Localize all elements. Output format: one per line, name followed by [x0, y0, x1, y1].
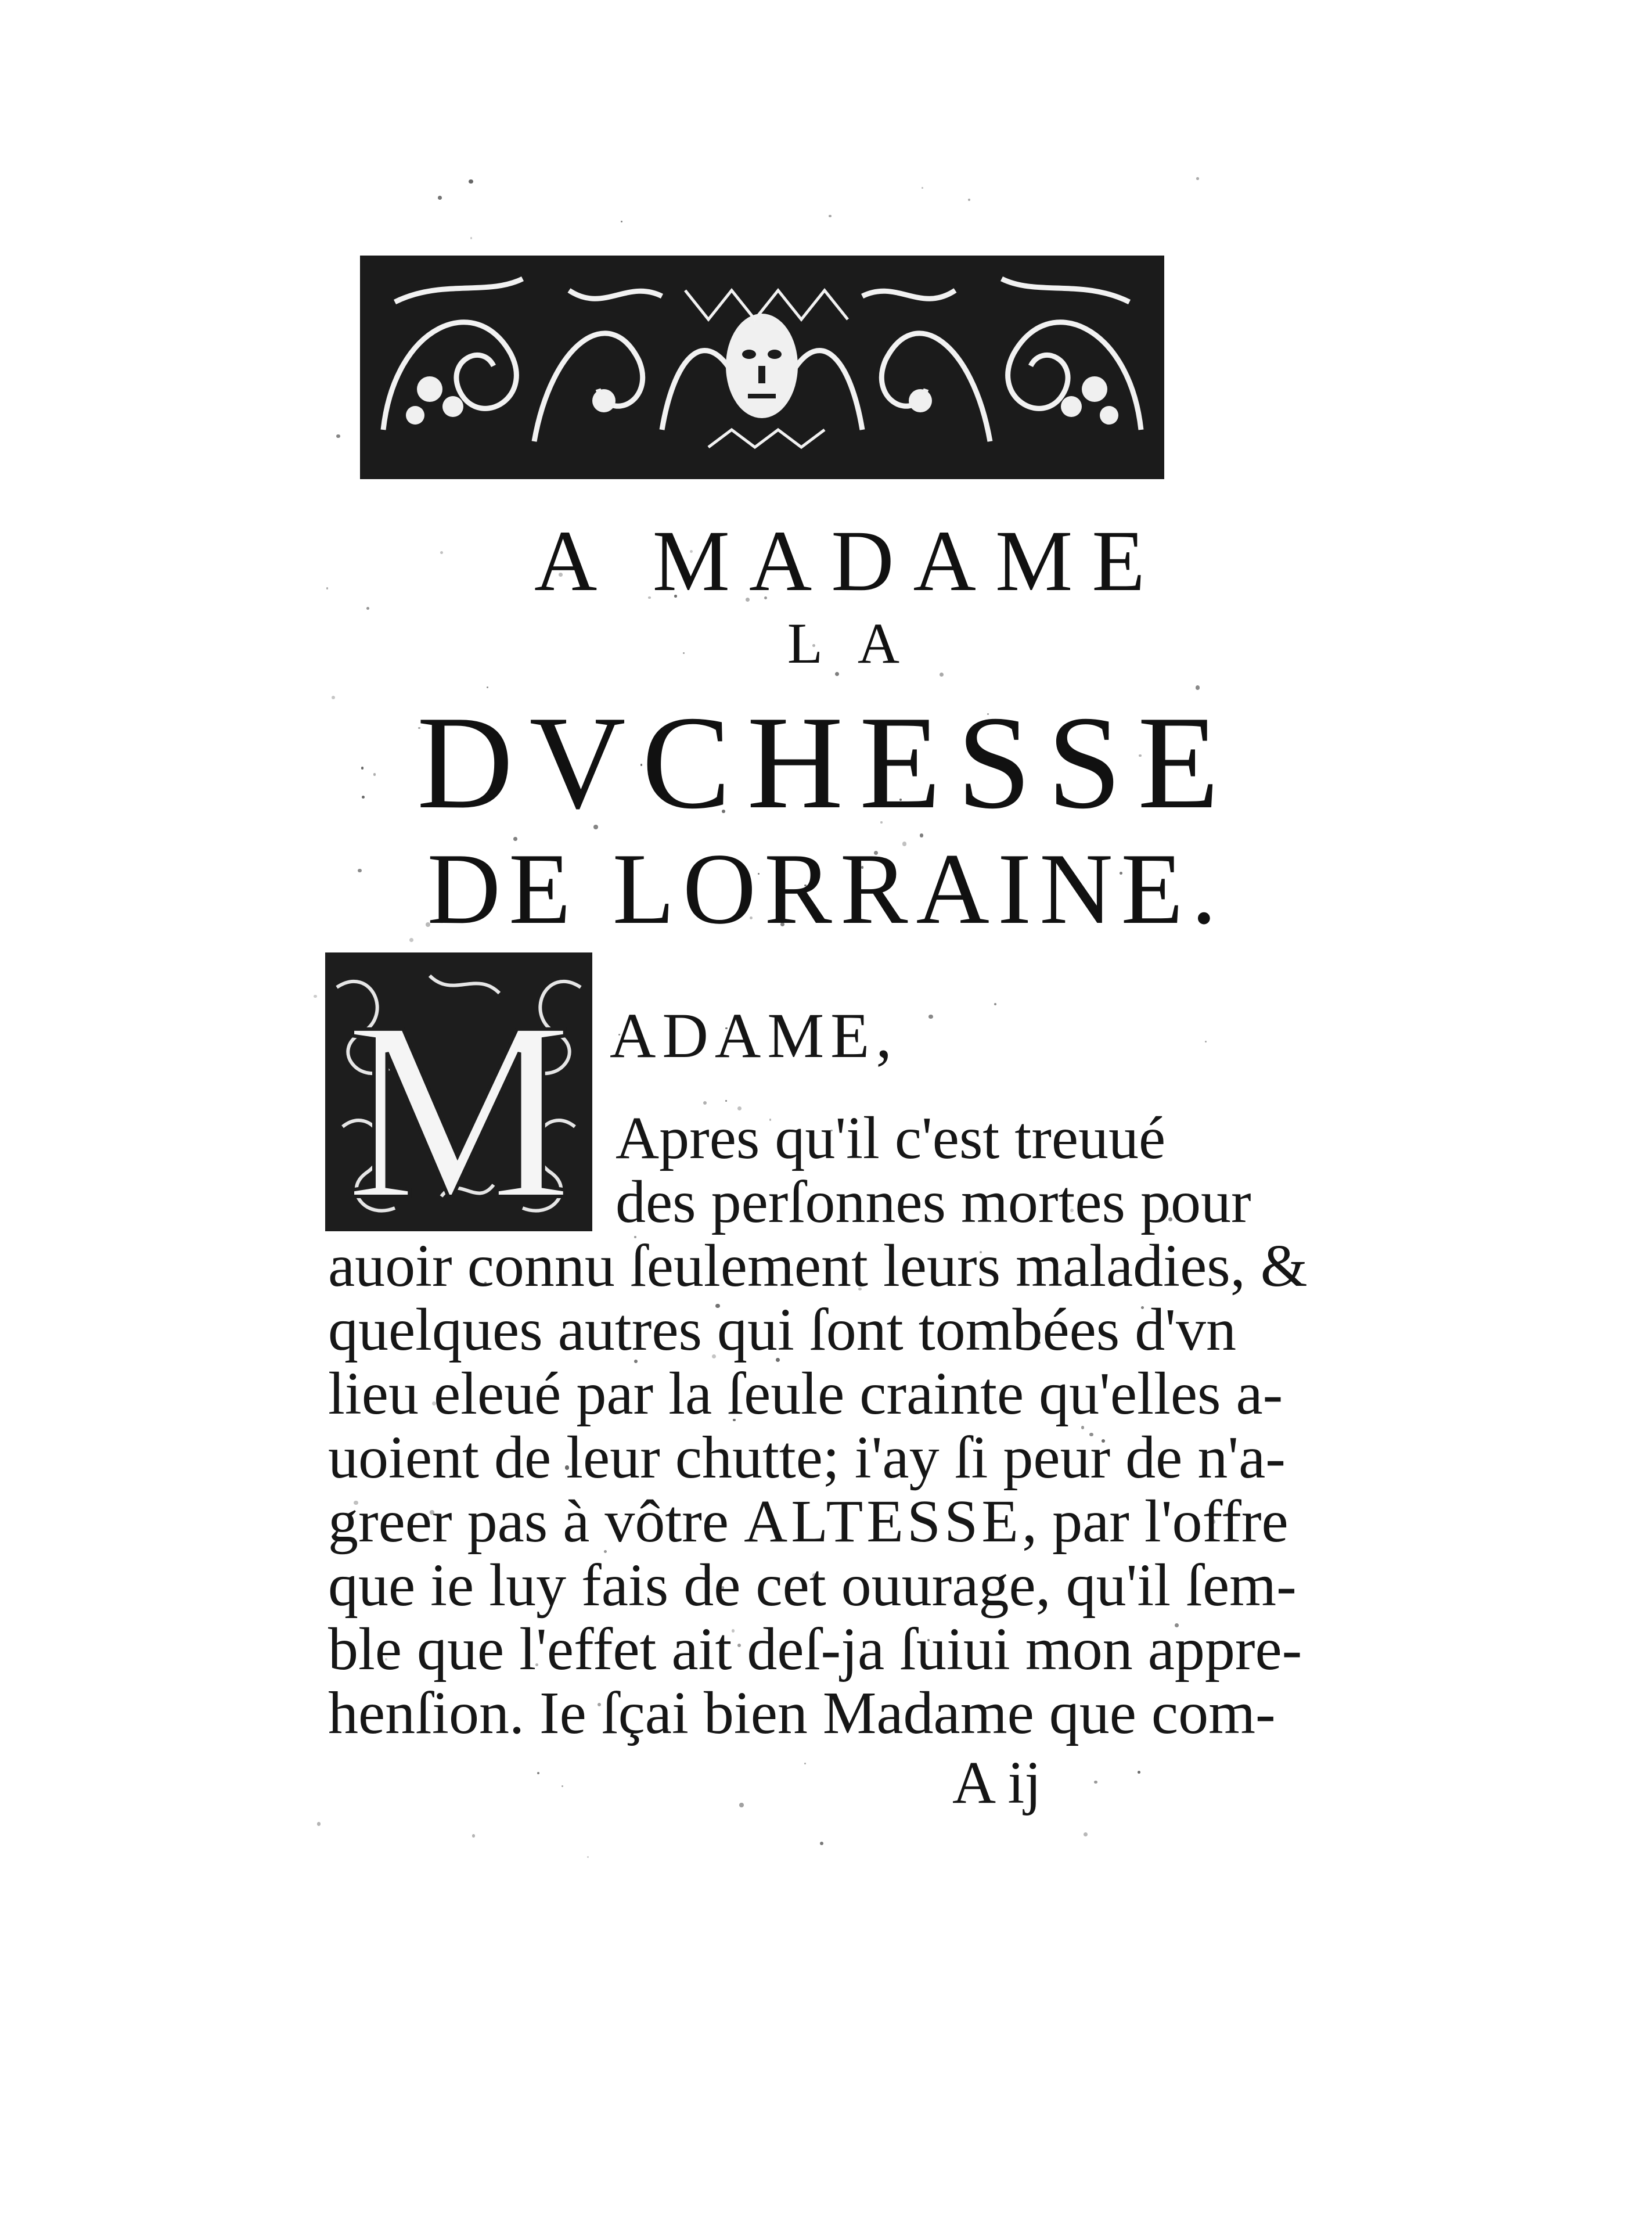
- title-line-1: A MADAME: [534, 513, 1164, 609]
- paper-speck: [621, 221, 622, 222]
- salutation: ADAME,: [610, 1000, 898, 1071]
- paper-speck: [1205, 1041, 1207, 1042]
- paper-speck: [922, 187, 923, 189]
- body-line-1: Apres qu'il c'est treuué: [616, 1105, 1166, 1171]
- paper-speck: [804, 1763, 806, 1764]
- body-line-7: [328, 1487, 1289, 1556]
- body-line-4: quelques autres qui ſont tombées d'vn: [328, 1296, 1237, 1363]
- body-line-2: des perſonnes mortes pour: [616, 1169, 1251, 1235]
- paper-speck: [562, 1785, 563, 1787]
- body-line-5: lieu eleué par la ſeule crainte qu'elles a-: [328, 1360, 1283, 1427]
- body-line-9: ble que l'effet ait deſ-ja ſuiui mon appre-: [328, 1616, 1302, 1683]
- paper-speck: [725, 1100, 727, 1102]
- paper-speck: [336, 434, 340, 438]
- paper-speck: [317, 1822, 321, 1825]
- paper-speck: [820, 1842, 823, 1845]
- body-line-7-start: greer pas à vôtre: [328, 1488, 744, 1555]
- body-line-7-end: , par l'offre: [1022, 1488, 1289, 1555]
- paper-speck: [537, 1772, 539, 1774]
- body-line-3: auoir connu ſeulement leurs maladies, &: [328, 1232, 1308, 1299]
- body-line-8: que ie luy fais de cet ouurage, qu'il ſem-: [328, 1552, 1297, 1619]
- paper-speck: [968, 199, 970, 201]
- paper-speck: [1084, 1832, 1088, 1836]
- paper-speck: [472, 1834, 475, 1837]
- signature-mark: A ij: [952, 1749, 1042, 1816]
- paper-speck: [1196, 177, 1199, 180]
- paper-speck: [1094, 1781, 1097, 1784]
- paper-speck: [587, 1856, 589, 1858]
- altesse-emphasis: ALTESSE: [744, 1488, 1023, 1555]
- paper-speck: [469, 179, 473, 184]
- body-line-10: henſion. Ie ſçai bien Madame que com-: [328, 1680, 1276, 1746]
- paper-speck: [739, 1803, 743, 1807]
- paper-speck: [928, 1015, 933, 1019]
- paper-speck: [470, 237, 472, 239]
- paper-speck: [994, 1003, 996, 1005]
- paper-speck: [829, 215, 832, 218]
- title-line-2: LA: [787, 611, 935, 675]
- title-line-4: DE LORRAINE.: [427, 832, 1225, 945]
- ornamental-foliage-mask-icon: [360, 256, 1164, 479]
- paper-speck: [438, 196, 442, 200]
- drop-cap-letter: M: [345, 969, 573, 1231]
- body-line-6: uoient de leur chutte; i'ay ſi peur de n'a-: [328, 1424, 1286, 1491]
- title-line-3: DVCHESSE: [416, 688, 1236, 836]
- paper-speck: [314, 995, 316, 998]
- paper-speck: [1138, 1771, 1140, 1774]
- decorated-initial-icon: [325, 952, 592, 1231]
